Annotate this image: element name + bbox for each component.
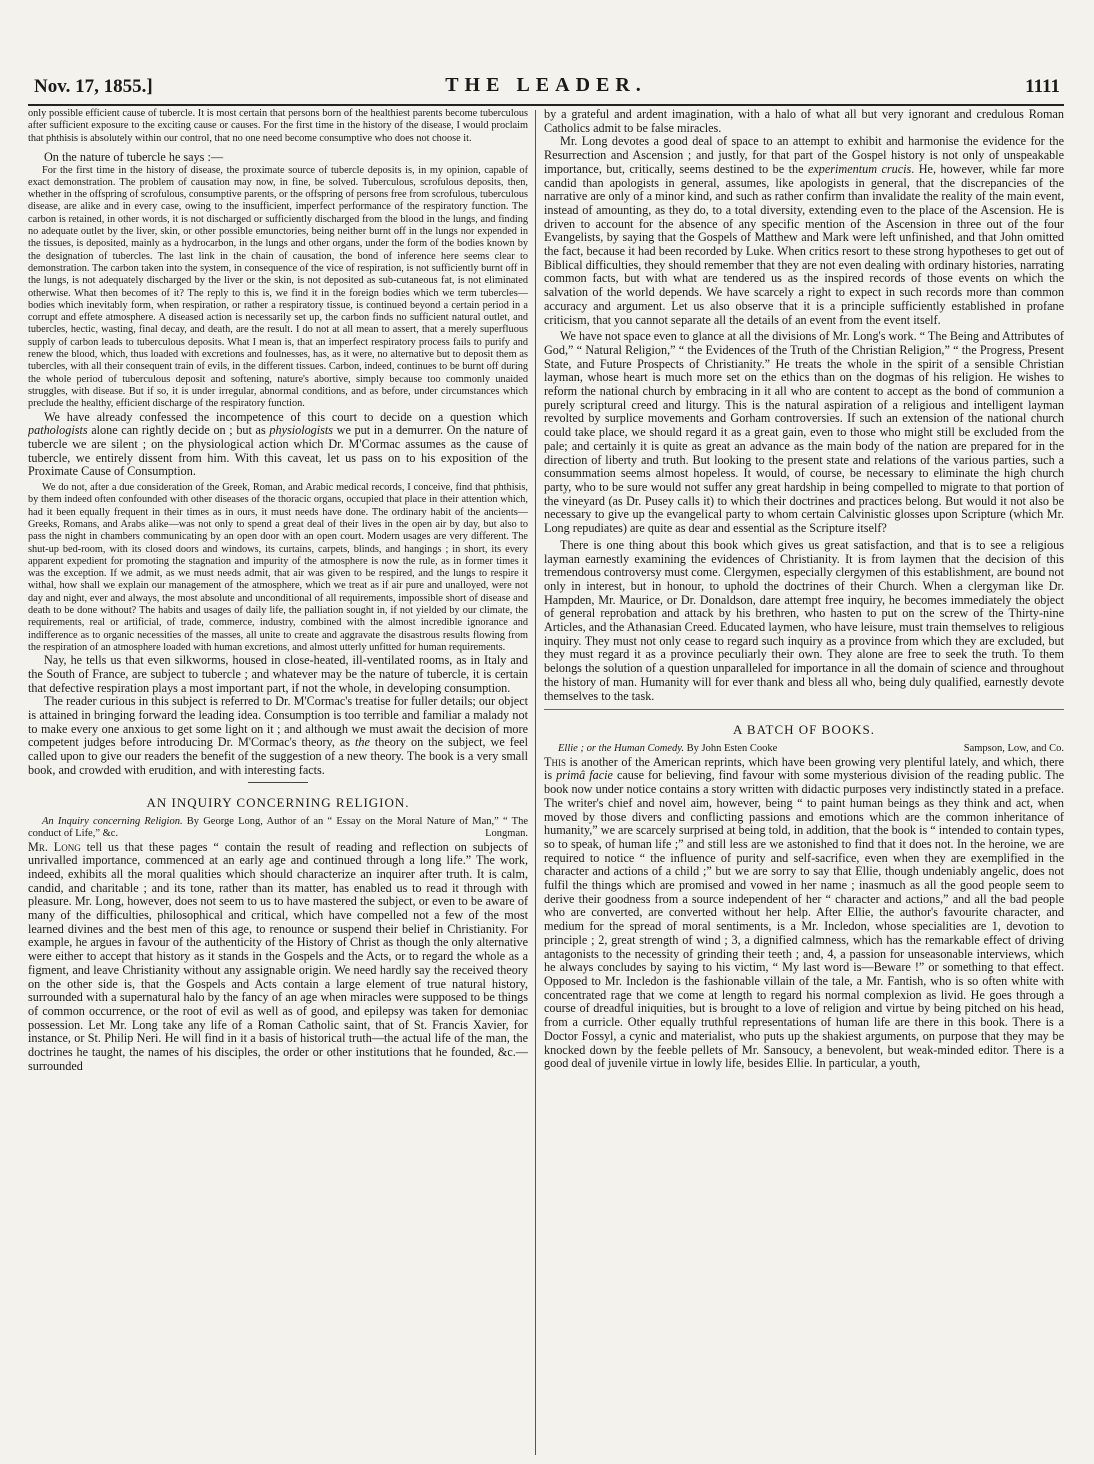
section-rule	[248, 782, 308, 783]
publisher: Sampson, Low, and Co.	[963, 743, 1064, 755]
section-title: A BATCH OF BOOKS.	[733, 722, 875, 738]
body-paragraph: Mr. Long devotes a good deal of space to an attempt to exhibit and harmonise the evidence for the Resurrection and Ascension ; and justly, for that part of the Gospel history is not only of unspeakable importance, but, critically, seems destined to be the experimentum crucis. He, however, while far more candid than apologists in general, assumes, like apologists in general, that the discrepancies of the narrative are only of a minor kind, and such as rather confirm than invalidate the reality of the main event, instead of amounting, as they do, to a total diversity, extending even to the place of the Ascension. He is driven to account for the absence of any specific mention of the Ascension in three out of the four Evangelists, by saying that the Gospels of Matthew and Mark were left unfinished, and that John omitted the fact, because it had been recorded by Luke. When critics resort to these strong hypotheses to get out of Biblical difficulties, they should remember that they are not even dealing with ordinary histories, narrating common facts, but with what are tendered us as the inspired records of those events on which the salvation of the world depends. We have scarcely a right to expect in such records more than common accuracy and argument. Let us also observe that it is a principle sufficiently established in profane criticism, that you cannot separate all the details of an event from the event itself.	[544, 134, 1064, 327]
right-column	[544, 108, 1064, 1458]
review-byline: An Inquiry concerning Religion. By George Long, Author of an “ Essay on the Moral Nature of Man,” “ The conduct of Life,” &c. Longman.	[28, 815, 528, 840]
column-divider	[535, 110, 536, 1455]
review-byline: Ellie ; or the Human Comedy. By John Esten Cooke Sampson, Low, and Co.	[558, 743, 1064, 755]
body-paragraph: We have not space even to glance at all the divisions of Mr. Long's work. “ The Being and Attributes of God,” “ Natural Religion,” “ the Evidences of the Truth of the Christian Religion,” “ the Progress, Present State, and Future Prospects of Christianity.” He treats the whole in the spirit of a sensible Christian layman, whose heart is much more set on the ethics than on the dogmas of his religion. He wishes to reform the national church by embracing in it all who are content to accept as the bond of communion a purely scriptural creed and liturgy. This is the natural aspiration of a religious and intelligent layman revolted by surplice movements and Gorham controversies. If such an extension of the national church could take place, we should regard it as a great gain, even to those who might still be excluded from the pale; and certainly it is quite as great an advance as the main body of the nation are prepared for in the direction of liberty and truth. But looking to the present state and relations of the various parties, such a consummation seems almost hopeless. It would, of course, be necessary to eliminate the high church party, who to be sure would not suffer any great hardship in being compelled to migrate to that portion of the vineyard (as Dr. Pusey calls it) to which their doctrines and practices belong. But would it not also be necessary to give up the evangelical party to whom certain Calvinistic glosses upon Scripture (which Mr. Long repudiates) are quite as dear and essential as the Scripture itself?	[544, 329, 1064, 536]
body-paragraph: Nay, he tells us that even silkworms, housed in close-heated, ill-ventilated rooms, as in Italy and the South of France, are subject to tubercle ; and whatever may be the nature of tubercle, it is certain that defective respiration plays a most important part, if not the whole, in developing consumption.	[28, 653, 528, 695]
left-column	[28, 108, 528, 1458]
quote-paragraph: We do not, after a due consideration of the Greek, Roman, and Arabic medical records, I conceive, find that phthisis, by them indeed often confounded with other diseases of the thoracic organs, occupied that place in their attention which, had it been equally frequent in their times as in ours, it must needs have done. The ordinary habit of the ancients—Greeks, Romans, and Arabs alike—was not only to spend a great deal of their lives in the open air by day, but also to pass the night in chambers communicating by an open door with an open court. Modern usages are very different. The shut-up bed-room, with its closed doors and windows, its curtains, carpets, blinds, and hangings ; in short, its every apparent expedient for promoting the stagnation and impurity of the atmosphere is now the rule, as in former times it was the exception. If we admit, as we must needs admit, that air was given to be respired, and the lungs to respire it withal, how shall we explain our management of the atmosphere, which we treat as if air pure and unalloyed, were not day and night, ever and always, the most absolute and unconditional of all requirements, impossible short of disease and death to be done without? The habits and usages of daily life, the palliation sought in, if not yielded by our climate, the requirements, real or artificial, of trade, commerce, industry, combined with the almost incredible ignorance and indifference as to organic necessities of the masses, all unite to create and aggravate the disastrous results flowing from the respiration of an atmosphere loaded with human excretions, and almost utterly unfitted for human requirements.	[28, 482, 528, 653]
quote-paragraph: only possible efficient cause of tubercle. It is most certain that persons born of the healthiest parents become tuberculous after sufficient exposure to the exciting cause or causes. For the first time in the history of the disease, I would proclaim that phthisis is absolutely within our control, that no one need become consumptive who does not choose it.	[28, 108, 528, 144]
page-number: 1111	[1025, 76, 1060, 97]
page-header	[28, 70, 1064, 104]
body-paragraph: On the nature of tubercle he says :—	[44, 149, 224, 164]
quote-paragraph: For the first time in the history of disease, the proximate source of tubercle deposits is, in my opinion, capable of exact demonstration. The problem of causation may now, in fine, be solved. Tuberculous, scrofulous deposits, then, whether in the offspring of scrofulous, consumptive parents, or the offspring of persons free from scrofulous, tuberculous disease, are alike and in every case, owing to the insufficient, imperfect performance of the respiratory function. The carbon is retained, in other words, it is not discharged or sufficiently discharged from the blood in the lungs, and finding no adequate outlet by the liver, skin, or other possible emunctories, being neither burnt off in the lungs nor expended in the tissues, is deposited, mainly as a hydrocarbon, in the lungs and other organs, under the form of the bodies known by the designation of tubercles. The last link in the chain of causation, the bond of inference here seems clear to demonstration. The carbon taken into the system, in consequence of the vice of respiration, is not sufficiently burnt off in the lungs, is not adequately discharged by the liver or the skin, is not deposited as sub-cutaneous fat, is not eliminated otherwise. What then becomes of it? The reply to this is, we find it in the foreign bodies which we term tubercles—bodies which inevitably form, when respiration, or rather a respiratory tissue, is continued beyond a certain period in a corrupt and effete atmosphere. A diseased action is necessarily set up, the carbon finds no sufficient natural outlet, and tubercles, hectic, wasting, final decay, and death, are the result. I do not at all mean to assert, that a merely superfluous supply of carbon leads to tuberculous deposits. What I mean is, that an imperfect respiratory process fails to purify and renew the blood, which, thus loaded with excretions and foulnesses, has, as it were, no alternative but to deposit them as tubercles, with all their consequent train of evils, in the different tissues. Carbon, indeed, continues to be burnt off during the whole period of tuberculous deposit and softening, nature's abortive, simply because too commonly unaided struggles, with disease. But if so, it is under irregular, abnormal conditions, and as before, under circumstances which preclude the healthy, efficient discharge of the respiratory function.	[28, 164, 528, 410]
section-rule	[544, 709, 1064, 710]
body-paragraph: This is another of the American reprints, which have been growing very plentiful lately, and which, there is primâ facie cause for believing, find favour with some mysterious division of the reading public. The book now under notice contains a story written with didactic purposes very indistinctly stated in a preface. The writer's chief and novel aim, however, being “ to paint human beings as they think and act, when moved by those divers and conflicting passions and emotions which are the common inheritance of humanity,” we are scarcely surprised at being told, in addition, that the book is “ intended to contain types, so to speak, of human life ;” and still less are we astonished to find that it does not. In the heroine, we are required to notice “ the influence of purity and self-sacrifice, even when they are exemplified in the character and actions of a child ;” but we are sorry to say that Ellie, though undeniably angelic, does not fulfil the things which are promised and vowed in her name ; inasmuch as all the good people seem to derive their goodness from a source independent of her “ character and actions,” and all the bad people who are converted, are converted without her help. After Ellie, the author's favourite character, and medium for the spread of moral sentiments, is a Mr. Incledon, whose specialities are 1, devotion to principle ; 2, great strength of wind ; 3, a dignified calmness, which has the remarkable effect of driving antagonists to the necessity of grinding their teeth ; and, 4, a passion for unseasonable interviews, which he always concludes by saying to his victim, “ My last word is—Beware !” or something to that effect. Opposed to Mr. Incledon is the fashionable villain of the tale, a Mr. Fantish, who is so often white with concentrated rage that we come at length to regard his normal complexion as livid. He goes through a course of dreadful iniquities, but is brought to a love of religion and virtue by being pitched on his head, from a curricle. Other equally truthful representations of human life are there in this book. There is a Doctor Fossyl, a cynic and materialist, who puts up the shakiest arguments, on purpose that they may be knocked down by the feeble pellets of Mr. Sansoucy, a benevolent, but weak-minded editor. There is a good deal of juvenile virtue in lowly life, besides Ellie. In particular, a youth,	[544, 754, 1064, 1071]
body-paragraph: There is one thing about this book which gives us great satisfaction, and that is to see a religious layman earnestly examining the evidences of Christianity. It is from laymen that the decision of this tremendous controversy must come. Clergymen, especially clergymen of this establishment, are bound not only in interest, but in honour, to uphold the doctrines of their Church. When a clergyman like Dr. Hampden, Mr. Maurice, or Dr. Donaldson, dare attempt free inquiry, he becomes immediately the object of general reprobation and attack by his brethren, who hasten to put on the screw of the Thirty-nine Articles, and the Athanasian Creed. Educated laymen, who have leisure, must train themselves to religious inquiry. They must not only cease to regard such inquiry as a province from which they are excluded, but they must regard it as a province peculiarly their own. They alone are free to seek the truth. To them belongs the solution of a question unparalleled for importance in all the domain of science and throughout the history of man. Humanity will for ever thank and bless all who, being duly qualified, earnestly devote themselves to the task.	[544, 537, 1064, 703]
header-rule	[28, 104, 1064, 106]
publisher: Longman.	[485, 828, 528, 840]
body-paragraph: Mr. Long tell us that these pages “ contain the result of reading and reflection on subjects of unrivalled importance, commenced at an early age and continued through a long life.” The work, indeed, exhibits all the moral qualities which should characterize an inquirer after truth. It is calm, candid, and charitable ; and its tone, rather than its matter, has enabled us to read it through with pleasure. Mr. Long, however, does not seem to us to have mastered the subject, or even to be aware of many of the difficulties, philosophical and critical, which have compelled not a few of the most learned divines and the best men of this age, to renounce or suspend their belief in Christianity. For example, he argues in favour of the authenticity of the History of Christ as though the only alternative were either to accept that history as it stands in the Gospels and the Acts, or to regard the whole as a figment, and leave Christianity without any assignable origin. We need hardly say the received theory on the other side is, that the Gospels and Acts contain a large element of true natural history, surrounded with a supernatural halo by the fancy of an age when miracles were supposed to be things of common occurrence, or the root of evil as well as of good, and epilepsy was taken for demoniac possession. Let Mr. Long take any life of a Roman Catholic saint, that of St. Francis Xavier, for instance, or St. Philip Neri. He will find in it a basis of historical truth—the actual life of the man, the doctrines he taught, the names of his disciples, the order or other institutions that he founded, &c.—surrounded	[28, 839, 528, 1073]
body-paragraph: The reader curious in this subject is referred to Dr. M'Cormac's treatise for fuller details; our object is attained in bringing forward the leading idea. Consumption is too terrible and familiar a malady not to make every one anxious to get some light on it ; and although we must await the decision of more competent judges before introducing Dr. M'Cormac's theory, as the theory on the subject, we feel called upon to give our readers the benefit of the suggestion of a new theory. The book is a very small book, and crowded with erudition, and with interesting facts.	[28, 694, 528, 777]
section-title: AN INQUIRY CONCERNING RELIGION.	[146, 794, 410, 810]
body-paragraph: We have already confessed the incompetence of this court to decide on a question which pathologists alone can rightly decide on ; but as physiologists we put in a demurrer. On the nature of tubercle we are silent ; on the physiological action which Dr. M'Cormac assumes as the cause of tubercle, we entirely dissent from him. With this caveat, let us pass on to his exposition of the Proximate Cause of Consumption.	[28, 409, 528, 479]
body-paragraph: by a grateful and ardent imagination, with a halo of what all but very ignorant and credulous Roman Catholics admit to be false miracles.	[544, 108, 1064, 135]
newspaper-title: THE LEADER.	[445, 74, 647, 96]
issue-date: Nov. 17, 1855.]	[34, 76, 153, 97]
